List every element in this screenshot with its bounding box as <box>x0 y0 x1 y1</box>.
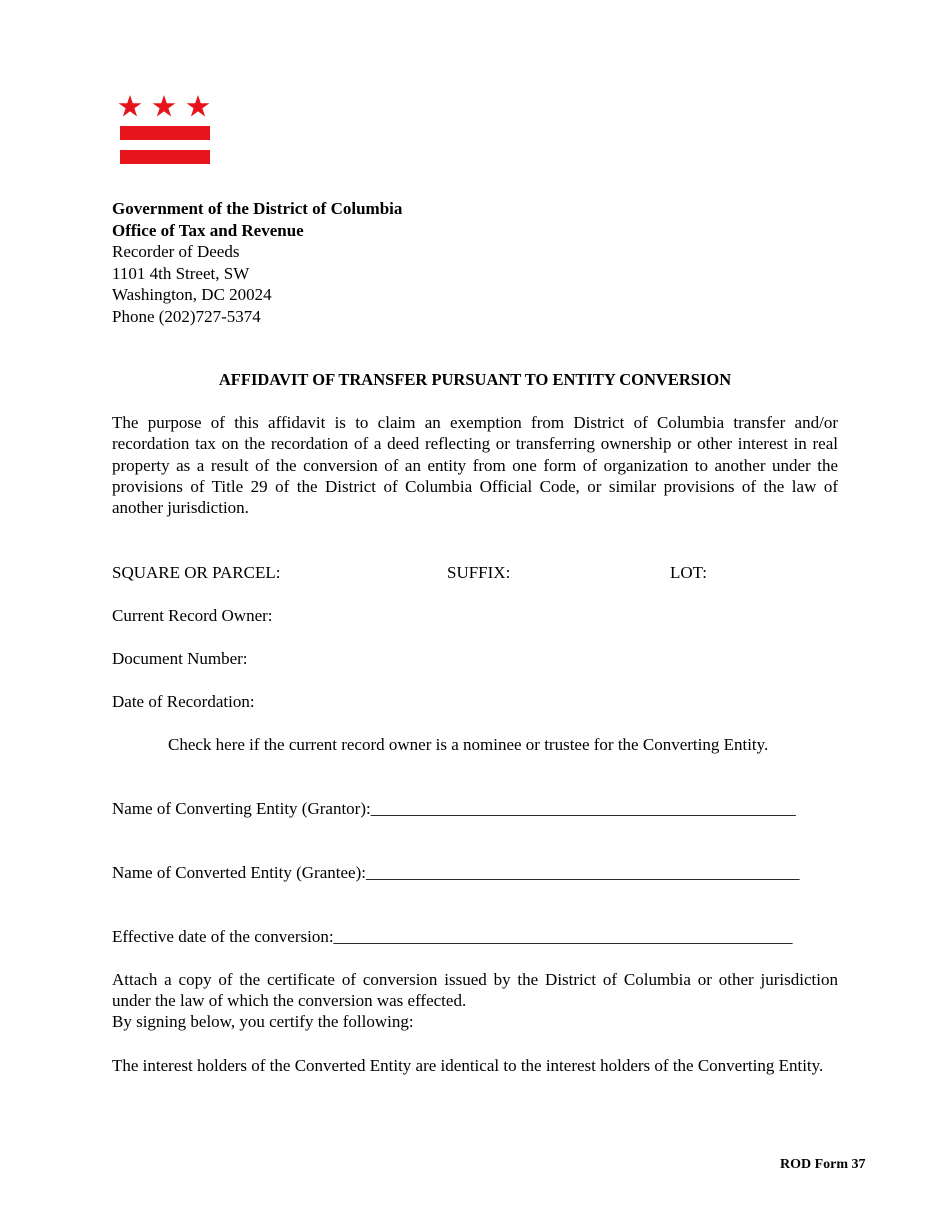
effective-date-field[interactable]: Effective date of the conversion:______________________________________________________ <box>112 927 793 946</box>
date-recordation-label: Date of Recordation: <box>112 692 255 711</box>
nominee-checkbox-label[interactable]: Check here if the current record owner is a nominee or trustee for the Converting Entity. <box>168 735 769 754</box>
purpose-paragraph: The purpose of this affidavit is to claim an exemption from District of Columbia transfer and/or recordation tax on the recordation of a deed reflecting or transferring ownership or other interest in real property as a result of the conversion of an entity from one form of organization to another under the provisions of Title 29 of the District of Columbia Official Code, or similar provisions of the law of another jurisdiction. <box>112 413 838 518</box>
star-icon <box>187 95 210 117</box>
grantor-name-field[interactable]: Name of Converting Entity (Grantor):__________________________________________________ <box>112 799 796 818</box>
street-address: 1101 4th Street, SW <box>112 263 250 283</box>
current-owner-label: Current Record Owner: <box>112 606 273 625</box>
office-name: Office of Tax and Revenue <box>112 220 304 240</box>
grantee-name-field[interactable]: Name of Converted Entity (Grantee):___________________________________________________ <box>112 863 800 882</box>
star-icon <box>153 95 176 117</box>
address-block <box>112 198 402 327</box>
org-name: Government of the District of Columbia <box>112 199 403 218</box>
document-number-label: Document Number: <box>112 649 248 668</box>
certify-statement: By signing below, you certify the following: <box>112 1012 414 1031</box>
attach-instruction: Attach a copy of the certificate of conversion issued by the District of Columbia or other jurisdiction under the law of which the conversion was effected. <box>112 970 838 1011</box>
city-address: Washington, DC 20024 <box>112 285 272 304</box>
interest-holders-statement: The interest holders of the Converted Entity are identical to the interest holders of the Converting Entity. <box>112 1056 824 1075</box>
suffix-label: SUFFIX: <box>447 563 511 582</box>
square-parcel-label: SQUARE OR PARCEL: <box>112 563 281 582</box>
phone-number: Phone (202)727-5374 <box>112 306 261 326</box>
flag-bar-top <box>120 126 210 140</box>
dc-flag-icon <box>112 92 216 170</box>
lot-label: LOT: <box>670 563 707 582</box>
flag-bar-bottom <box>120 150 210 164</box>
document-title: AFFIDAVIT OF TRANSFER PURSUANT TO ENTITY CONVERSION <box>218 370 732 389</box>
form-number: ROD Form 37 <box>780 1157 866 1172</box>
department-name: Recorder of Deeds <box>112 242 240 261</box>
star-icon <box>119 95 142 117</box>
